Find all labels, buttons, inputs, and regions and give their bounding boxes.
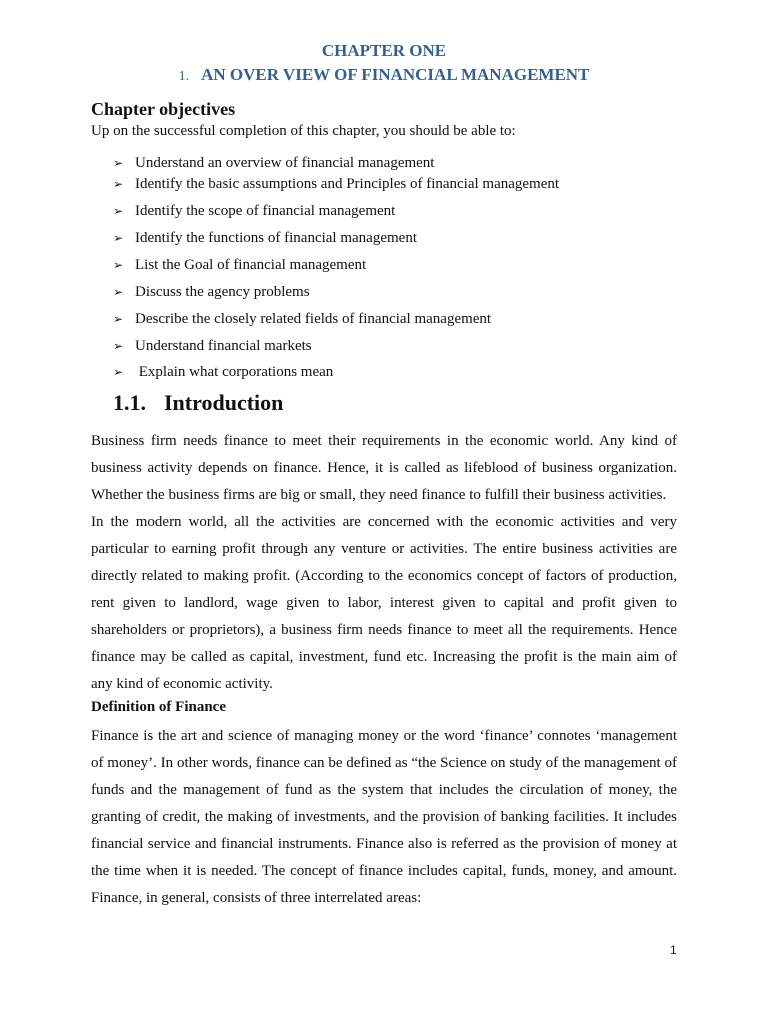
objective-item: ➢ Identify the scope of financial management — [113, 203, 396, 219]
objectives-intro: Up on the successful completion of this chapter, you should be able to: — [91, 123, 516, 139]
chapter-number: 1. — [178, 69, 190, 84]
definition-paragraph: Finance is the art and science of managing money or the word ‘finance’ connotes ‘management of money’. In other words, finance can be defined as “the Science on study of the management of funds and the management of fund as the system that includes the circulation of money, the granting of credit, the making of investments, and the provision of banking facilities. It includes financial service and financial instruments. Finance also is referred as the provision of money at the time when it is needed. The concept of finance includes capital, funds, money, and amount. Finance, in general, consists of three interrelated areas: — [91, 728, 677, 906]
definition-heading: Definition of Finance — [91, 699, 226, 715]
arrow-bullet-icon: ➢ — [113, 285, 124, 299]
arrow-bullet-icon: ➢ — [113, 258, 124, 272]
arrow-bullet-icon: ➢ — [113, 177, 124, 191]
section-number: 1.1. — [113, 390, 146, 415]
page-number: 1 — [670, 943, 677, 957]
arrow-bullet-icon: ➢ — [113, 156, 124, 170]
objective-item: ➢ Understand financial markets — [113, 338, 312, 354]
chapter-subtitle-text: AN OVER VIEW OF FINANCIAL MANAGEMENT — [201, 65, 590, 84]
chapter-title: CHAPTER ONE — [321, 41, 447, 60]
arrow-bullet-icon: ➢ — [113, 231, 124, 245]
section-title: Introduction — [164, 390, 284, 415]
objective-item: ➢ Discuss the agency problems — [113, 284, 310, 300]
intro-paragraph-2: In the modern world, all the activities are concerned with the economic activities and very particular to earning profit through any venture or activities. The entire business activities are directly related to making profit. (According to the economics concept of factors of production, rent given to landlord, wage given to labor, interest given to capital and profit given to shareholders or proprietors), a business firm needs finance to meet all the requirements. Hence finance may be called as capital, investment, fund etc. Increasing the profit is the main aim of any kind of economic activity. — [91, 514, 677, 692]
arrow-bullet-icon: ➢ — [113, 204, 124, 218]
objective-item: ➢ Identify the functions of financial management — [113, 230, 417, 246]
objective-item: ➢ List the Goal of financial management — [113, 257, 367, 273]
chapter-subtitle — [91, 65, 677, 85]
objective-item: ➢ Describe the closely related fields of financial management — [113, 311, 492, 327]
objective-item: ➢ Explain what corporations mean — [113, 364, 334, 380]
objective-item: ➢ Understand an overview of financial management — [113, 155, 435, 171]
intro-paragraph-1: Business firm needs finance to meet their requirements in the economic world. Any kind of business activity depends on finance. Hence, it is called as lifeblood of business organization. Whether the business firms are big or small, they need finance to fulfill their business activities. — [91, 433, 677, 503]
section-heading-introduction — [113, 390, 283, 416]
arrow-bullet-icon: ➢ — [113, 339, 124, 353]
objectives-heading: Chapter objectives — [91, 99, 236, 119]
objective-item: ➢ Identify the basic assumptions and Principles of financial management — [113, 176, 560, 192]
arrow-bullet-icon: ➢ — [113, 365, 124, 379]
arrow-bullet-icon: ➢ — [113, 312, 124, 326]
